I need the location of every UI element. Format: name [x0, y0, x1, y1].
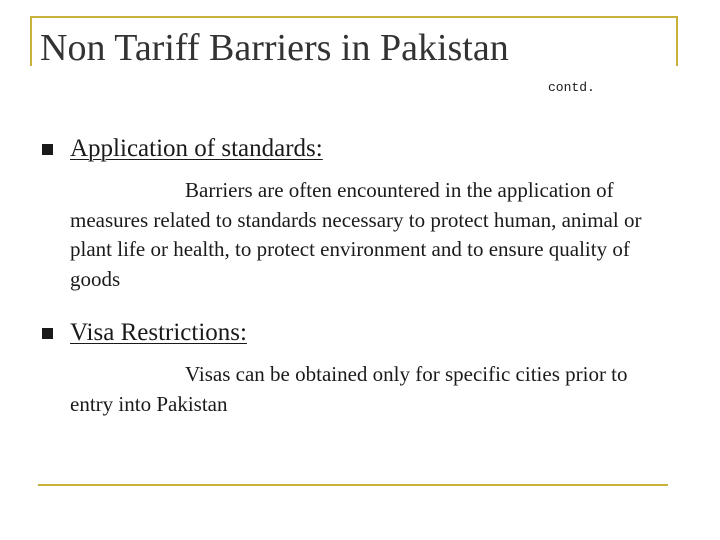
bullet-heading-visa: Visa Restrictions:	[70, 319, 247, 346]
square-bullet-icon	[42, 144, 53, 155]
square-bullet-icon	[42, 328, 53, 339]
bullet-text-visa: Visas can be obtained only for specific cities prior to entry into Pakistan	[70, 362, 628, 416]
bullet-text-standards: Barriers are often encountered in the application of measures related to standards necessary to protect human, animal or plant life or health, to protect environment and to ensure quality of goods	[70, 178, 642, 291]
continued-label: contd.	[548, 80, 595, 95]
bottom-rule	[38, 484, 668, 486]
right-rule	[676, 16, 678, 66]
top-rule	[30, 16, 678, 18]
left-rule	[30, 16, 32, 66]
bullet-heading-standards: Application of standards:	[70, 135, 323, 162]
slide-title: Non Tariff Barriers in Pakistan	[40, 27, 509, 69]
